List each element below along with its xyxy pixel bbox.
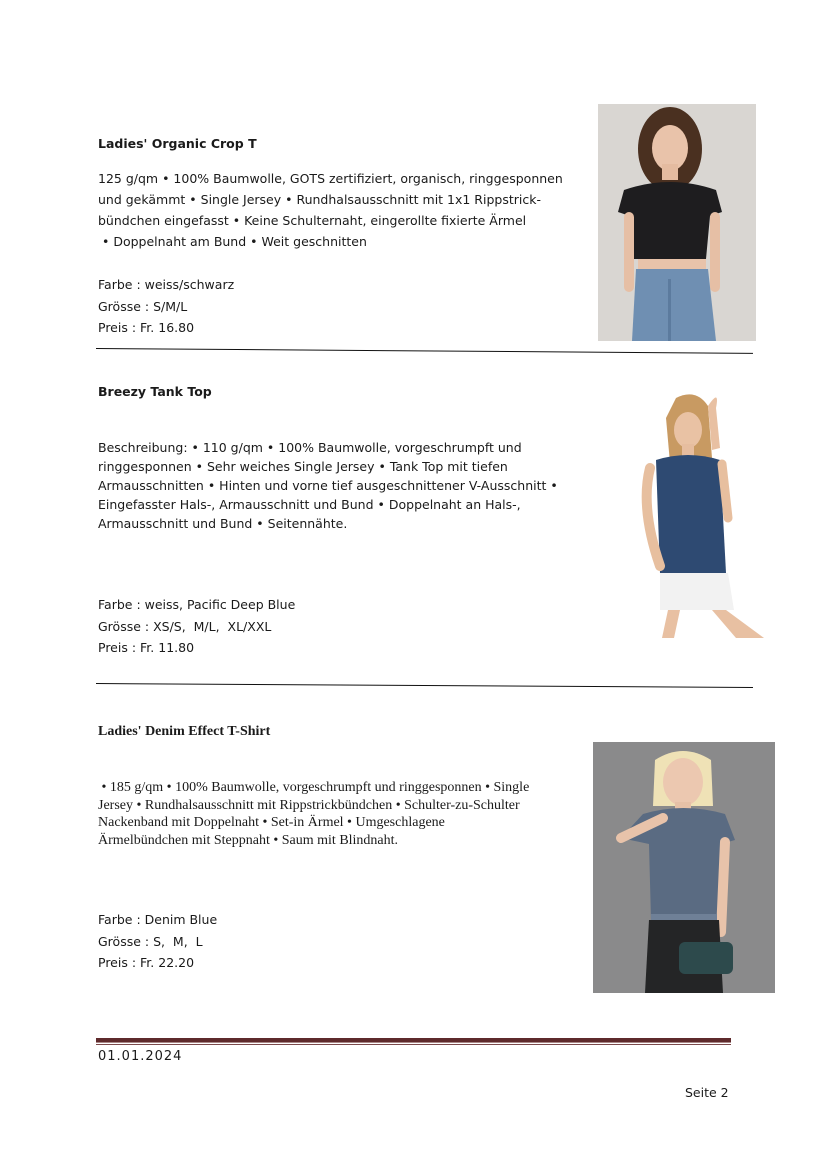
product-1-details xyxy=(98,274,234,339)
product-2-price: Preis : Fr. 11.80 xyxy=(98,640,195,655)
product-1-size: Grösse : S/M/L xyxy=(98,298,188,314)
product-1-photo xyxy=(598,104,756,341)
product-2-color: Farbe : weiss, Pacific Deep Blue xyxy=(98,597,296,612)
product-2-photo xyxy=(616,388,768,638)
product-1-description-line: • Doppelnaht am Bund • Weit geschnitten xyxy=(98,234,367,249)
product-3-size: Grösse : S, M, L xyxy=(98,933,203,949)
product-3-color: Farbe : Denim Blue xyxy=(98,912,218,927)
product-2-description xyxy=(98,438,578,533)
page-number: Seite 2 xyxy=(685,1085,729,1100)
product-3-description xyxy=(98,779,588,849)
product-2-description-line: Armausschnitt und Bund • Seitennähte. xyxy=(98,516,348,531)
product-2-size: Grösse : XS/S, M/L, XL/XXL xyxy=(98,618,272,634)
footer-date: 01.01.2024 xyxy=(98,1049,183,1064)
product-2-details xyxy=(98,594,295,659)
product-1-description-line: und gekämmt • Single Jersey • Rundhalsausschnitt mit 1x1 Rippstrick- xyxy=(98,192,541,207)
product-1-description-line: 125 g/qm • 100% Baumwolle, GOTS zertifiziert, organisch, ringgesponnen xyxy=(98,171,563,186)
product-2-description-line: Beschreibung: • 110 g/qm • 100% Baumwolle, vorgeschrumpft und xyxy=(98,440,522,455)
section-divider xyxy=(96,348,753,354)
product-1-title: Ladies' Organic Crop T xyxy=(98,136,257,151)
product-2-title: Breezy Tank Top xyxy=(98,384,212,399)
product-3-details xyxy=(98,909,217,974)
product-1-color: Farbe : weiss/schwarz xyxy=(98,277,235,292)
product-2-description-line: Armausschnitten • Hinten und vorne tief ausgeschnittener V-Ausschnitt • xyxy=(98,478,558,493)
product-2-description-line: Eingefasster Hals-, Armausschnitt und Bund • Doppelnaht an Hals-, xyxy=(98,497,521,512)
product-3-description-line: Jersey • Rundhalsausschnitt mit Rippstrickbündchen • Schulter-zu-Schulter xyxy=(98,797,520,813)
product-3-description-line: • 185 g/qm • 100% Baumwolle, vorgeschrumpft und ringgesponnen • Single xyxy=(98,780,530,795)
product-1-price: Preis : Fr. 16.80 xyxy=(98,320,195,335)
product-3-price: Preis : Fr. 22.20 xyxy=(98,955,195,970)
product-3-description-line: Ärmelbündchen mit Steppnaht • Saum mit Blindnaht. xyxy=(98,832,399,848)
footer-bar-line xyxy=(96,1044,731,1045)
footer-bar xyxy=(96,1038,731,1043)
section-divider xyxy=(96,683,753,688)
product-3-title: Ladies' Denim Effect T-Shirt xyxy=(98,724,271,739)
product-3-photo xyxy=(593,742,775,993)
product-1-description xyxy=(98,168,578,252)
product-1-description-line: bündchen eingefasst • Keine Schulternaht, eingerollte fixierte Ärmel xyxy=(98,213,527,228)
product-2-description-line: ringgesponnen • Sehr weiches Single Jersey • Tank Top mit tiefen xyxy=(98,459,508,474)
product-3-description-line: Nackenband mit Doppelnaht • Set-in Ärmel • Umgeschlagene xyxy=(98,815,445,830)
